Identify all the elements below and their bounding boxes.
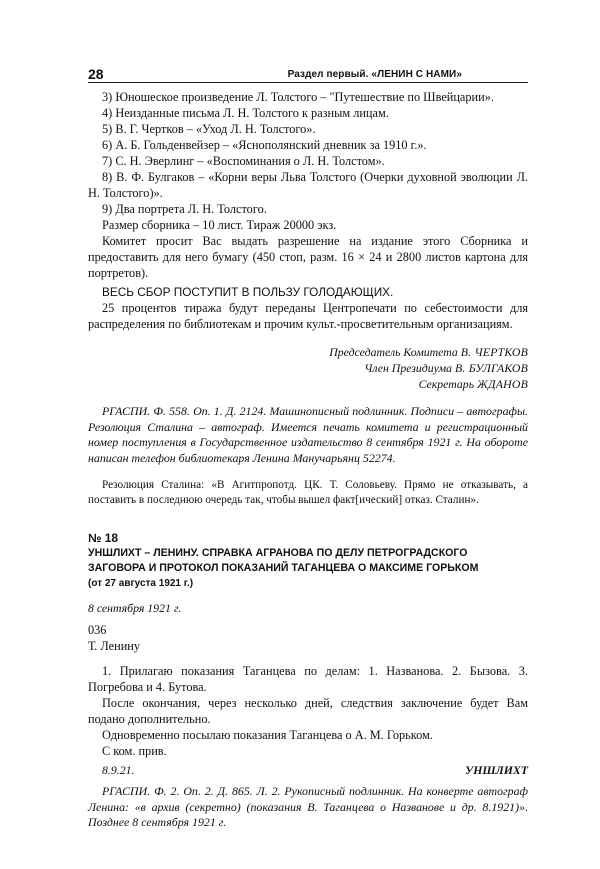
signature-name: ЖДАНОВ	[477, 377, 528, 391]
signature-block	[88, 344, 528, 392]
page-body	[88, 89, 528, 831]
signature-role: Председатель Комитета	[329, 345, 458, 359]
document-number: № 18	[88, 531, 119, 545]
signature-line	[88, 344, 528, 360]
signature-name: В. БУЛГАКОВ	[455, 361, 528, 375]
document-greeting: С ком. прив.	[102, 744, 167, 758]
signature-name: В. ЧЕРТКОВ	[460, 345, 528, 359]
document-title-date: (от 27 августа 1921 г.)	[88, 578, 194, 589]
page-header	[88, 64, 528, 84]
document-date: 8 сентября 1921 г.	[88, 601, 182, 615]
signature-role: Секретарь	[418, 377, 475, 391]
document-addressee: Т. Ленину	[88, 639, 141, 653]
signature-line	[88, 360, 528, 376]
document-title: УНШЛИХТ – ЛЕНИНУ. СПРАВКА АГРАНОВА ПО ДЕЛУ ПЕТРОГРАДСКОГО ЗАГОВОРА И ПРОТОКОЛ ПОКАЗАНИЙ ТАГАНЦЕВА О МАКСИМЕ ГОРЬКОМ	[88, 547, 479, 574]
list-item: 8) В. Ф. Булгаков – «Корни веры Льва Толстого (Очерки духовной эволюции Л. Н. Толстого)».	[88, 170, 528, 200]
document-code: 036	[88, 623, 107, 637]
signoff-date: 8.9.21.	[102, 763, 135, 777]
list-item: 5) В. Г. Чертков – «Уход Л. Н. Толстого».	[102, 122, 316, 136]
list-item: 6) А. Б. Гольденвейзер – «Яснополянский дневник за 1910 г.».	[102, 138, 427, 152]
running-title: Раздел первый. «ЛЕНИН С НАМИ»	[287, 69, 462, 80]
document-paragraph: 1. Прилагаю показания Таганцева по делам: 1. Названова. 2. Бызова. 3. Погребова и 4. Бутова.	[88, 664, 528, 694]
list-item: 9) Два портрета Л. Н. Толстого.	[102, 202, 267, 216]
percent-paragraph: 25 процентов тиража будут переданы Центропечати по себестоимости для распределения по библиотекам и прочим культ.-просветительным организациям.	[88, 301, 528, 331]
signature-role: Член Президиума	[364, 361, 453, 375]
size-line: Размер сборника – 10 лист. Тираж 20000 экз.	[102, 218, 337, 232]
document-signoff	[88, 762, 528, 778]
page-number: 28	[88, 66, 104, 82]
signoff-name: УНШЛИХТ	[464, 763, 528, 777]
archive-note: РГАСПИ. Ф. 558. Оп. 1. Д. 2124. Машинописный подлинник. Подписи – автографы. Резолюция Сталина – автограф. Имеется печать комитета и регистрационный номер поступления в Государственное издательство 8 сентября 1921 г. На обороте написан телефон библиотекаря Ленина Манучарьянц 52274.	[88, 404, 528, 465]
contents-list	[88, 89, 528, 217]
archive-note: РГАСПИ. Ф. 2. Оп. 2. Д. 865. Л. 2. Рукописный подлинник. На конверте автограф Ленина: «в архив (секретно) (показания В. Таганцева о Названове и др. 8.1921)». Позднее 8 сентября 1921 г.	[88, 784, 528, 829]
header-rule	[88, 82, 528, 83]
signature-line	[88, 376, 528, 392]
document-paragraph: Одновременно посылаю показания Таганцева о А. М. Горьком.	[102, 728, 433, 742]
list-item: 3) Юношеское произведение Л. Толстого – "Путешествие по Швейцарии».	[102, 90, 494, 104]
all-proceeds-line: ВЕСЬ СБОР ПОСТУПИТ В ПОЛЬЗУ ГОЛОДАЮЩИХ.	[102, 285, 394, 299]
stalin-resolution: Резолюция Сталина: «В Агитпропотд. ЦК. Т. Соловьеву. Прямо не отказывать, а поставить в последнюю очередь так, чтобы вышел факт[ический] отказ. Сталин».	[88, 479, 528, 506]
committee-request: Комитет просит Вас выдать разрешение на издание этого Сборника и предоставить для него бумагу (450 стоп, разм. 16 × 24 и 2800 листов картона для портретов).	[88, 234, 528, 280]
list-item: 4) Неизданные письма Л. Н. Толстого к разным лицам.	[102, 106, 389, 120]
document-18	[88, 530, 528, 831]
list-item: 7) С. Н. Эверлинг – «Воспоминания о Л. Н. Толстом».	[102, 154, 385, 168]
document-paragraph: После окончания, через несколько дней, следствия заключение будет Вам подано дополнительно.	[88, 696, 528, 726]
